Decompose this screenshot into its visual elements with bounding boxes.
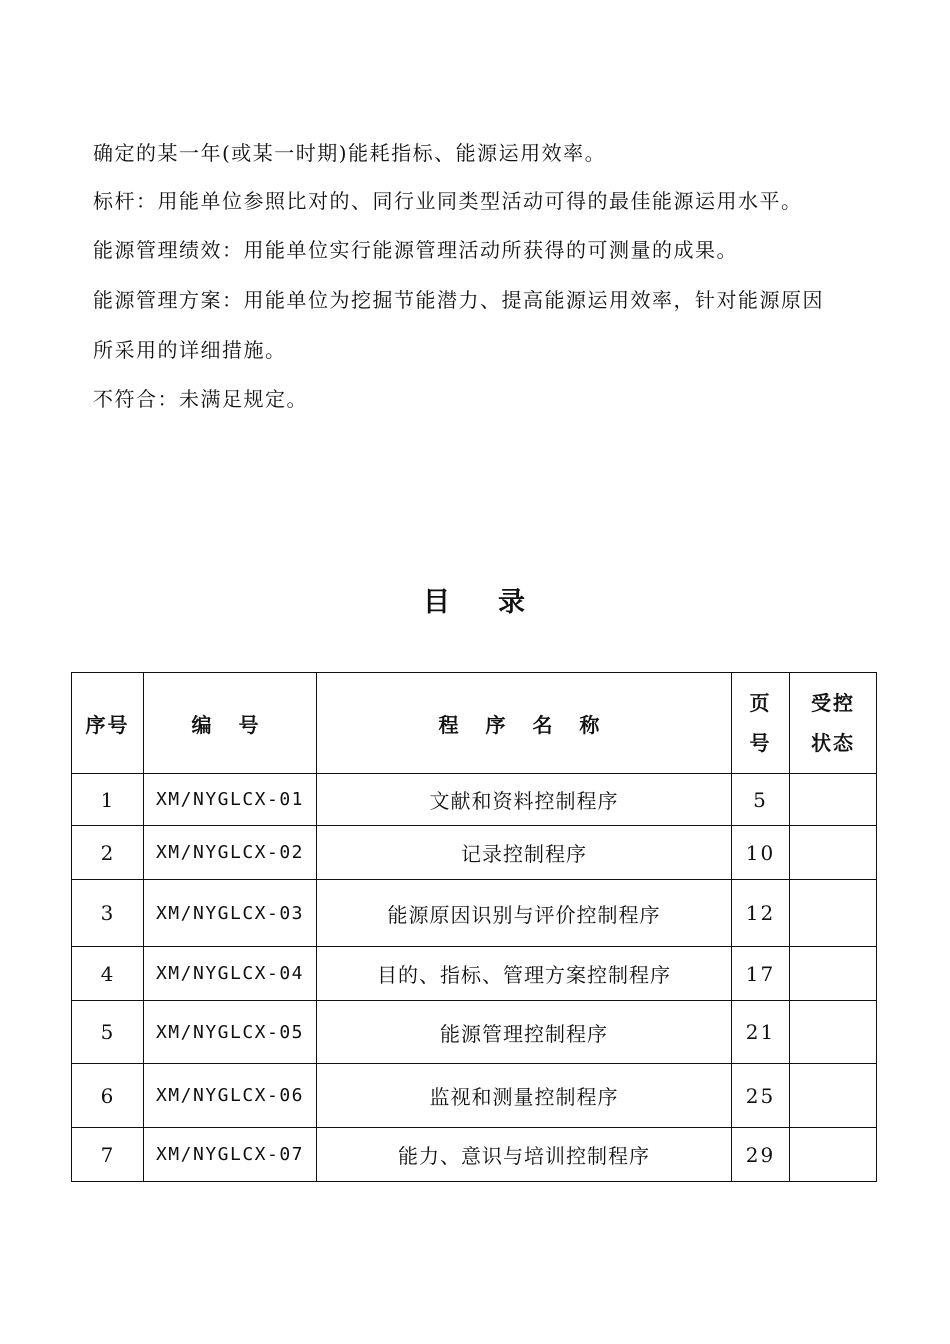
toc-header-row — [72, 673, 877, 774]
definition-plan: 能源管理方案：用能单位为挖掘节能潜力、提高能源运用效率，针对能源原因 — [93, 288, 824, 312]
toc-table — [71, 672, 877, 1182]
row-seq: 6 — [72, 1064, 144, 1128]
definition-plan-continued: 所采用的详细措施。 — [93, 338, 287, 362]
table-row — [72, 880, 877, 947]
row-code: XM/NYGLCX-06 — [144, 1064, 317, 1128]
table-row — [72, 1064, 877, 1128]
row-status — [790, 1064, 877, 1128]
table-row — [72, 826, 877, 880]
header-code: 编 号 — [144, 673, 317, 774]
row-status — [790, 774, 877, 826]
row-status — [790, 1128, 877, 1182]
row-code: XM/NYGLCX-05 — [144, 1001, 317, 1064]
row-page: 5 — [732, 774, 790, 826]
header-name: 程 序 名 称 — [317, 673, 732, 774]
row-name: 能源管理控制程序 — [317, 1001, 732, 1064]
row-status — [790, 947, 877, 1001]
row-seq: 2 — [72, 826, 144, 880]
table-row — [72, 947, 877, 1001]
row-seq: 7 — [72, 1128, 144, 1182]
definition-performance: 能源管理绩效：用能单位实行能源管理活动所获得的可测量的成果。 — [93, 238, 738, 262]
header-page-line1: 页 — [749, 691, 772, 715]
toc-title-part1: 目 — [423, 587, 452, 618]
table-row — [72, 1001, 877, 1064]
row-page: 12 — [732, 880, 790, 947]
row-seq: 5 — [72, 1001, 144, 1064]
row-name: 文献和资料控制程序 — [317, 774, 732, 826]
table-row — [72, 774, 877, 826]
header-page — [732, 673, 790, 774]
row-code: XM/NYGLCX-03 — [144, 880, 317, 947]
row-page: 17 — [732, 947, 790, 1001]
row-name: 监视和测量控制程序 — [317, 1064, 732, 1128]
row-name: 记录控制程序 — [317, 826, 732, 880]
row-page: 29 — [732, 1128, 790, 1182]
row-seq: 4 — [72, 947, 144, 1001]
row-status — [790, 826, 877, 880]
definition-line-1: 确定的某一年(或某一时期)能耗指标、能源运用效率。 — [93, 141, 607, 165]
row-name: 能源原因识别与评价控制程序 — [317, 880, 732, 947]
row-status — [790, 1001, 877, 1064]
row-page: 10 — [732, 826, 790, 880]
table-row — [72, 1128, 877, 1182]
row-name: 能力、意识与培训控制程序 — [317, 1128, 732, 1182]
row-code: XM/NYGLCX-07 — [144, 1128, 317, 1182]
row-code: XM/NYGLCX-01 — [144, 774, 317, 826]
header-seq: 序号 — [72, 673, 144, 774]
header-status-line1: 受控 — [811, 691, 855, 715]
row-page: 25 — [732, 1064, 790, 1128]
row-name: 目的、指标、管理方案控制程序 — [317, 947, 732, 1001]
header-page-line2: 号 — [749, 731, 772, 755]
definition-nonconformity: 不符合：未满足规定。 — [93, 387, 308, 411]
toc-title-part2: 录 — [498, 587, 527, 618]
row-seq: 3 — [72, 880, 144, 947]
header-status — [790, 673, 877, 774]
header-status-line2: 状态 — [811, 731, 855, 755]
row-seq: 1 — [72, 774, 144, 826]
row-code: XM/NYGLCX-02 — [144, 826, 317, 880]
toc-title — [0, 580, 950, 619]
row-status — [790, 880, 877, 947]
definition-benchmark: 标杆：用能单位参照比对的、同行业同类型活动可得的最佳能源运用水平。 — [93, 189, 803, 213]
row-page: 21 — [732, 1001, 790, 1064]
row-code: XM/NYGLCX-04 — [144, 947, 317, 1001]
